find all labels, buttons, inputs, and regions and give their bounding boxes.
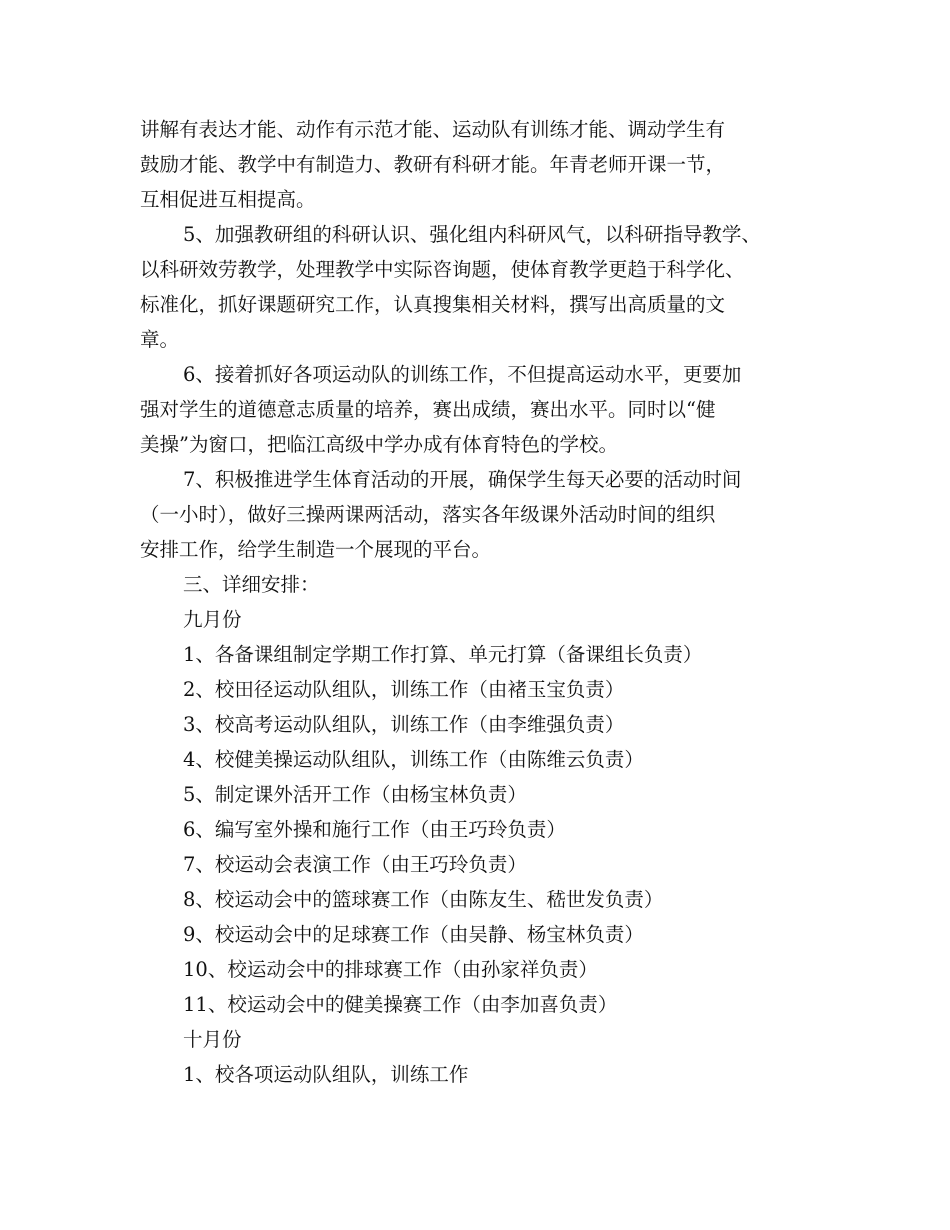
- list-item: 4、校健美操运动队组队，训练工作（由陈维云负责）: [183, 748, 644, 771]
- paragraph-line: 互相促进互相提高。: [140, 188, 316, 211]
- paragraph-line: 章。: [140, 328, 180, 351]
- list-item: 6、编写室外操和施行工作（由王巧玲负责）: [183, 818, 566, 841]
- list-item: 2、校田径运动队组队，训练工作（由褚玉宝负责）: [183, 678, 625, 701]
- paragraph-line: 强对学生的道德意志质量的培养，赛出成绩，赛出水平。同时以“健: [140, 398, 716, 421]
- paragraph-line: 标准化，抓好课题研究工作，认真搜集相关材料，撰写出高质量的文: [140, 293, 726, 316]
- list-item: 7、校运动会表演工作（由王巧玲负责）: [183, 853, 527, 876]
- paragraph-line: （一小时），做好三操两课两活动，落实各年级课外活动时间的组织: [140, 503, 716, 526]
- list-item: 5、制定课外活开工作（由杨宝林负责）: [183, 783, 527, 806]
- list-item: 10、校运动会中的排球赛工作（由孙家祥负责）: [183, 958, 598, 981]
- paragraph-line: 5、加强教研组的科研认识、强化组内科研风气，以科研指导教学、: [183, 223, 761, 246]
- month-heading: 十月份: [183, 1028, 242, 1051]
- list-item: 9、校运动会中的足球赛工作（由吴静、杨宝林负责）: [183, 923, 644, 946]
- list-item: 3、校高考运动队组队，训练工作（由李维强负责）: [183, 713, 625, 736]
- list-item: 1、校各项运动队组队，训练工作: [183, 1063, 469, 1086]
- month-heading: 九月份: [183, 608, 242, 631]
- list-item: 11、校运动会中的健美操赛工作（由李加喜负责）: [183, 993, 618, 1016]
- paragraph-line: 讲解有表达才能、动作有示范才能、运动队有训练才能、调动学生有: [140, 118, 726, 141]
- paragraph-line: 6、接着抓好各项运动队的训练工作，不但提高运动水平，更要加: [183, 363, 742, 386]
- paragraph-line: 以科研效劳教学，处理教学中实际咨询题，使体育教学更趋于科学化、: [140, 258, 745, 281]
- list-item: 8、校运动会中的篮球赛工作（由陈友生、嵇世发负责）: [183, 888, 664, 911]
- paragraph-line: 美操”为窗口，把临江高级中学办成有体育特色的学校。: [140, 433, 618, 456]
- paragraph-line: 安排工作，给学生制造一个展现的平台。: [140, 538, 492, 561]
- paragraph-line: 7、积极推进学生体育活动的开展，确保学生每天必要的活动时间: [183, 468, 742, 491]
- section-heading: 三、详细安排：: [183, 573, 320, 596]
- paragraph-line: 鼓励才能、教学中有制造力、教研有科研才能。年青老师开课一节，: [140, 153, 726, 176]
- list-item: 1、各备课组制定学期工作打算、单元打算（备课组长负责）: [183, 643, 703, 666]
